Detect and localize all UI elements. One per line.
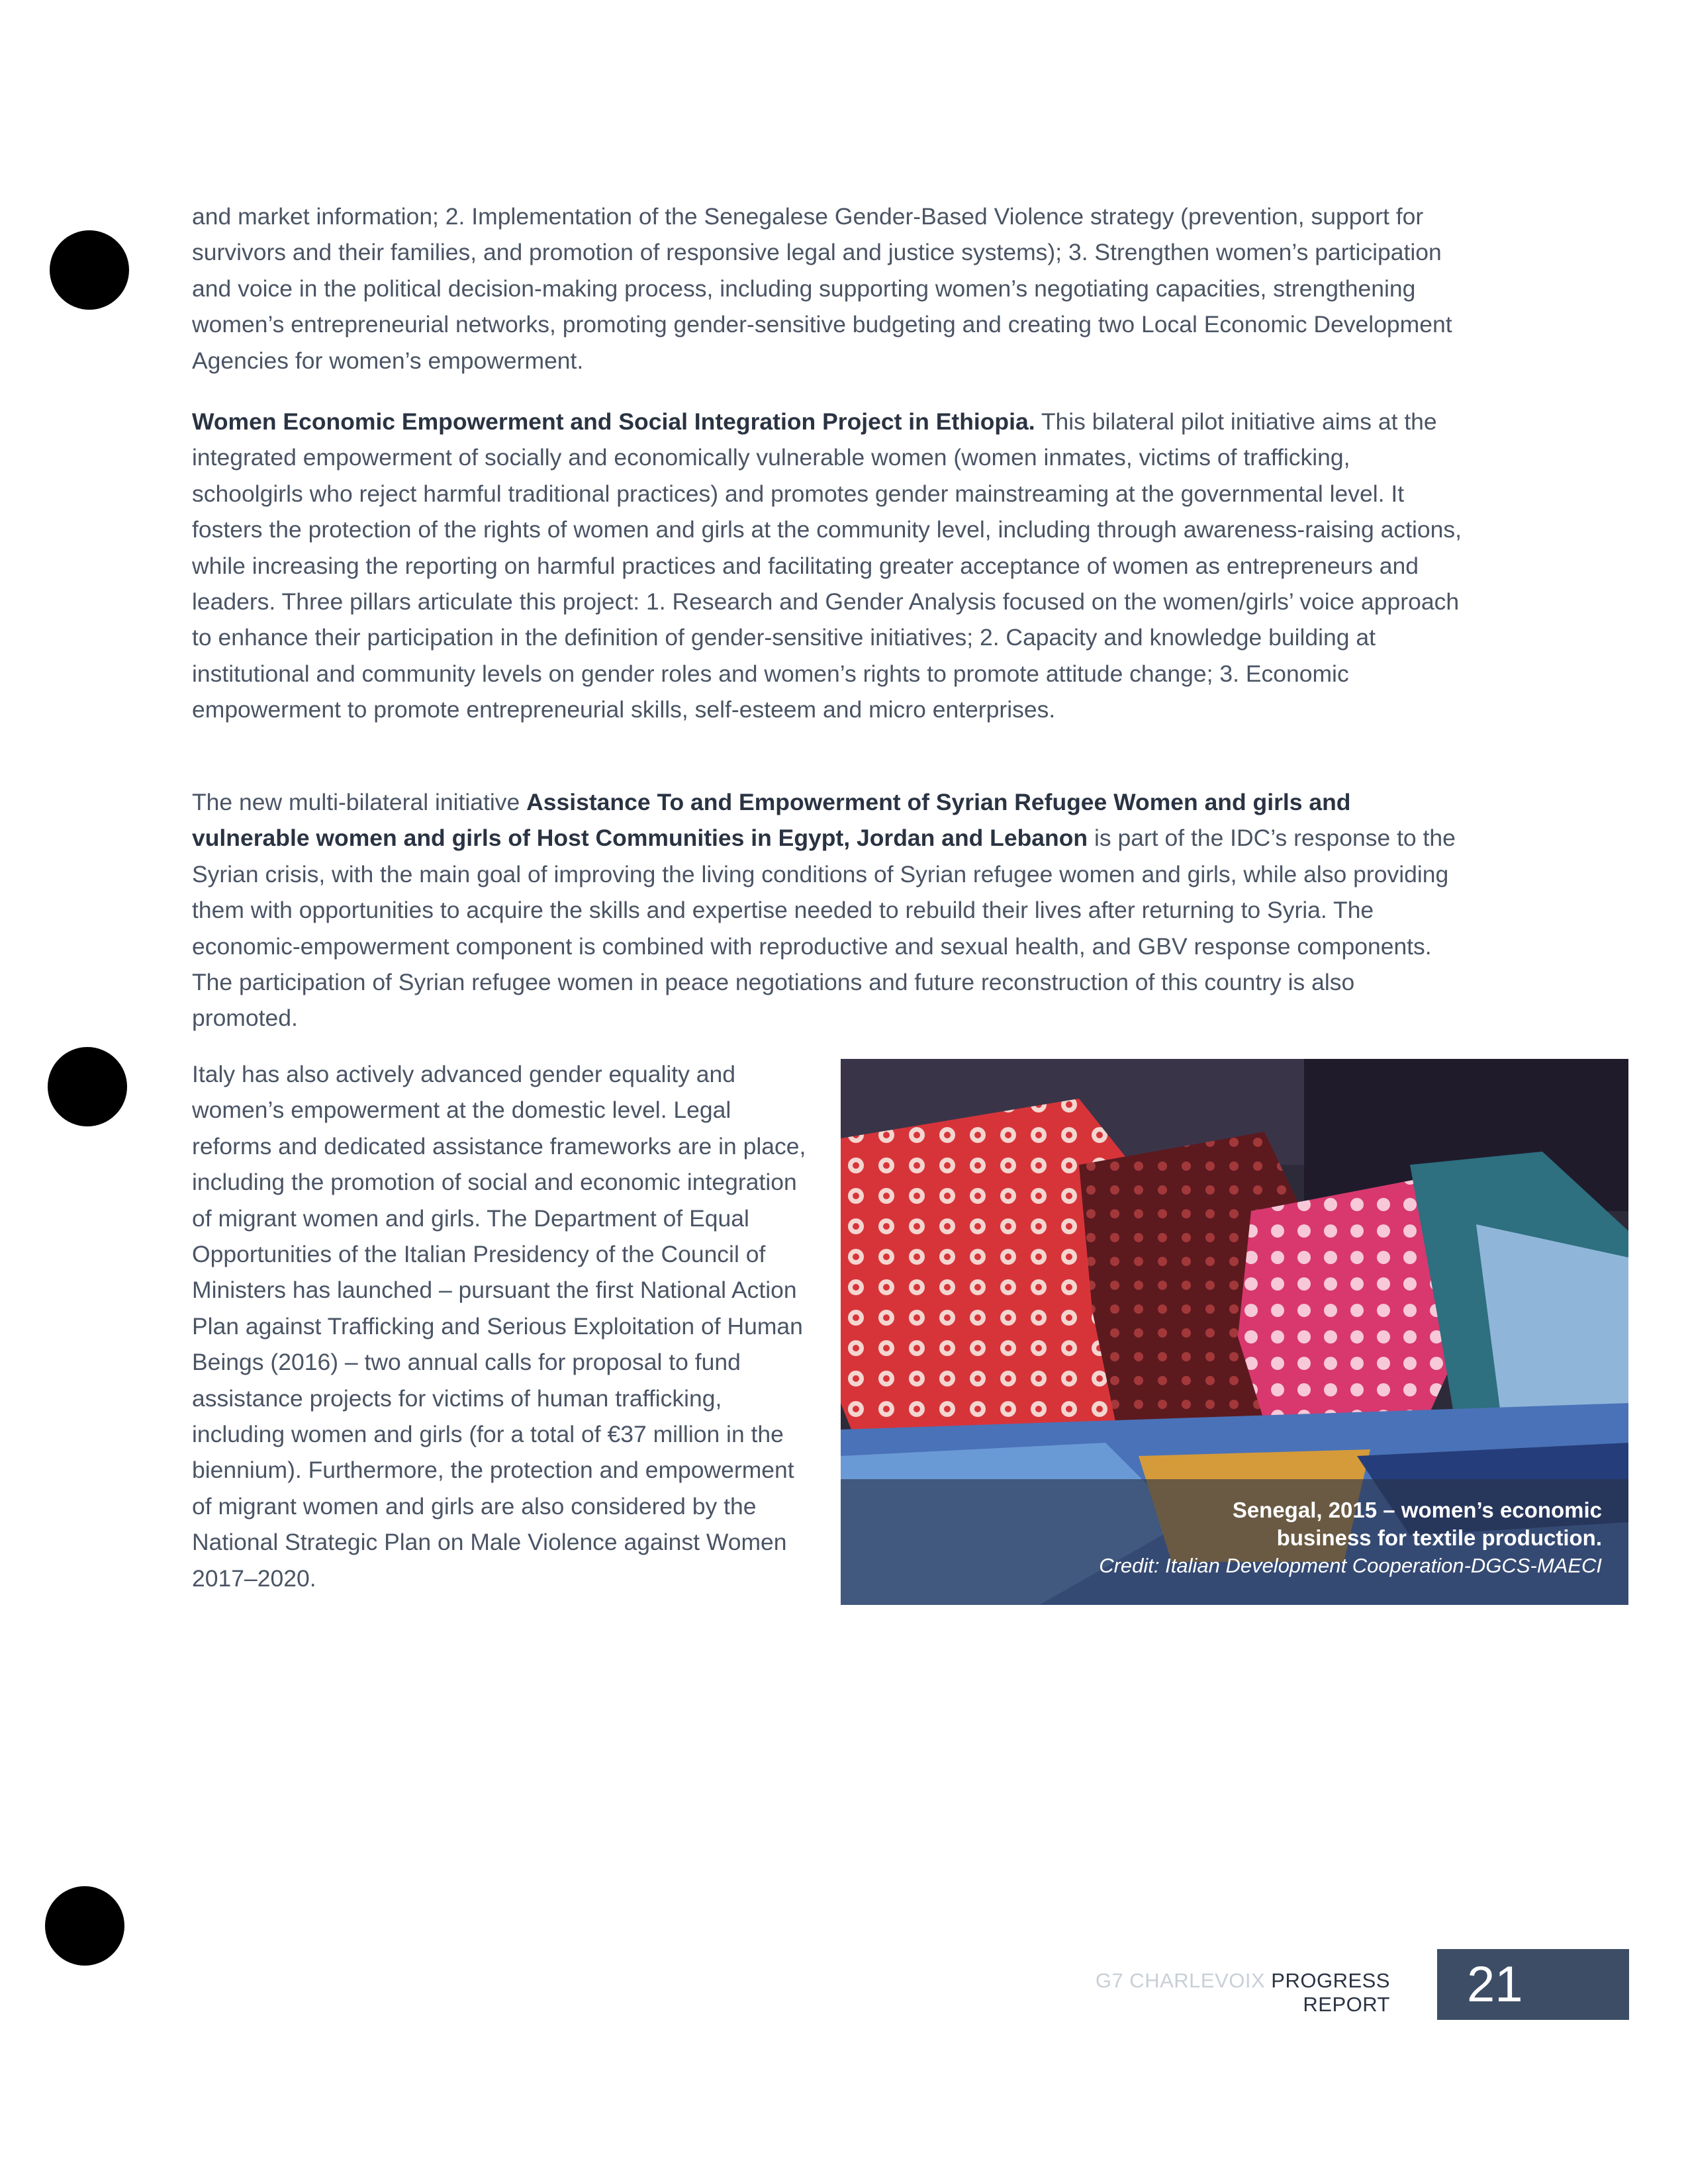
footer-faded-text: G7 CHARLEVOIX bbox=[1095, 1969, 1266, 1992]
ethiopia-project-title: Women Economic Empowerment and Social Integration Project in Ethiopia. bbox=[192, 408, 1035, 435]
paragraph-syrian-refugee-initiative bbox=[192, 784, 1463, 1036]
syrian-initiative-body: is part of the IDC’s response to the Syrian crisis, with the main goal of improving the living conditions of Syrian refugee women and girls, while also providing them with opportunities to acquire the skills and expertise needed to rebuild their lives after returning to Syria. The economic-empowerment component is combined with reproductive and sexual health, and GBV response components. The participation of Syrian refugee women in peace negotiations and future reconstruction of this country is also promoted. bbox=[192, 825, 1456, 1032]
photo-caption bbox=[841, 1479, 1628, 1605]
binder-hole-middle bbox=[48, 1047, 127, 1126]
textile-photo bbox=[841, 1059, 1628, 1605]
footer-report-label bbox=[1033, 1969, 1390, 2017]
paragraph-senegal-continued: and market information; 2. Implementation of the Senegalese Gender-Based Violence strategy (prevention, support for survivors and their families, and promotion of responsive legal and justice systems); 3. Strengthen women’s participation and voice in the political decision-making process, including supporting women’s negotiating capacities, strengthening women’s entrepreneurial networks, promoting gender-sensitive budgeting and creating two Local Economic Development Agencies for women’s empowerment. bbox=[192, 203, 1452, 374]
photo-credit: Credit: Italian Development Cooperation-DGCS-MAECI bbox=[1099, 1554, 1602, 1577]
paragraph-italy-domestic: Italy has also actively advanced gender equality and women’s empowerment at the domestic level. Legal reforms and dedicated assistance frameworks are in place, including the promotion of social and economic integration of migrant women and girls. The Department of Equal Opportunities of the Italian Presidency of the Council of Ministers has launched – pursuant the first National Action Plan against Trafficking and Serious Exploitation of Human Beings (2016) – two annual calls for proposal to fund assistance projects for victims of human trafficking, including women and girls (for a total of €37 million in the biennium). Furthermore, the protection and empowerment of migrant women and girls are also considered by the National Strategic Plan on Male Violence against Women 2017–2020. bbox=[192, 1061, 806, 1592]
caption-line-1: Senegal, 2015 – women’s economic bbox=[1232, 1498, 1602, 1522]
page-number: 21 bbox=[1437, 1949, 1629, 2020]
footer-progress-report: PROGRESS REPORT bbox=[1271, 1969, 1390, 2016]
syrian-initiative-title: Assistance To and Empowerment of Syrian Refugee Women and girls and vulnerable women and girls of Host Communities in Egypt, Jordan and Lebanon bbox=[192, 789, 1351, 852]
binder-hole-top bbox=[50, 230, 129, 310]
ethiopia-project-body: This bilateral pilot initiative aims at the integrated empowerment of socially and economically vulnerable women (women inmates, victims of trafficking, schoolgirls who reject harmful traditional practices) and promotes gender mainstreaming at the governmental level. It fosters the protection of the rights of women and girls at the community level, including through awareness-raising actions, while increasing the reporting on harmful practices and facilitating greater acceptance of women as entrepreneurs and leaders. Three pillars articulate this project: 1. Research and Gender Analysis focused on the women/girls’ voice approach to enhance their participation in the definition of gender-sensitive initiatives; 2. Capacity and knowledge building at institutional and community levels on gender roles and women’s rights to promote attitude change; 3. Economic empowerment to promote entrepreneurial skills, self-esteem and micro enterprises. bbox=[192, 408, 1462, 723]
syrian-initiative-intro: The new multi-bilateral initiative bbox=[192, 789, 527, 815]
binder-hole-bottom bbox=[45, 1886, 124, 1966]
paragraph-ethiopia-project bbox=[192, 404, 1463, 728]
caption-line-2: business for textile production. bbox=[1276, 1525, 1602, 1550]
